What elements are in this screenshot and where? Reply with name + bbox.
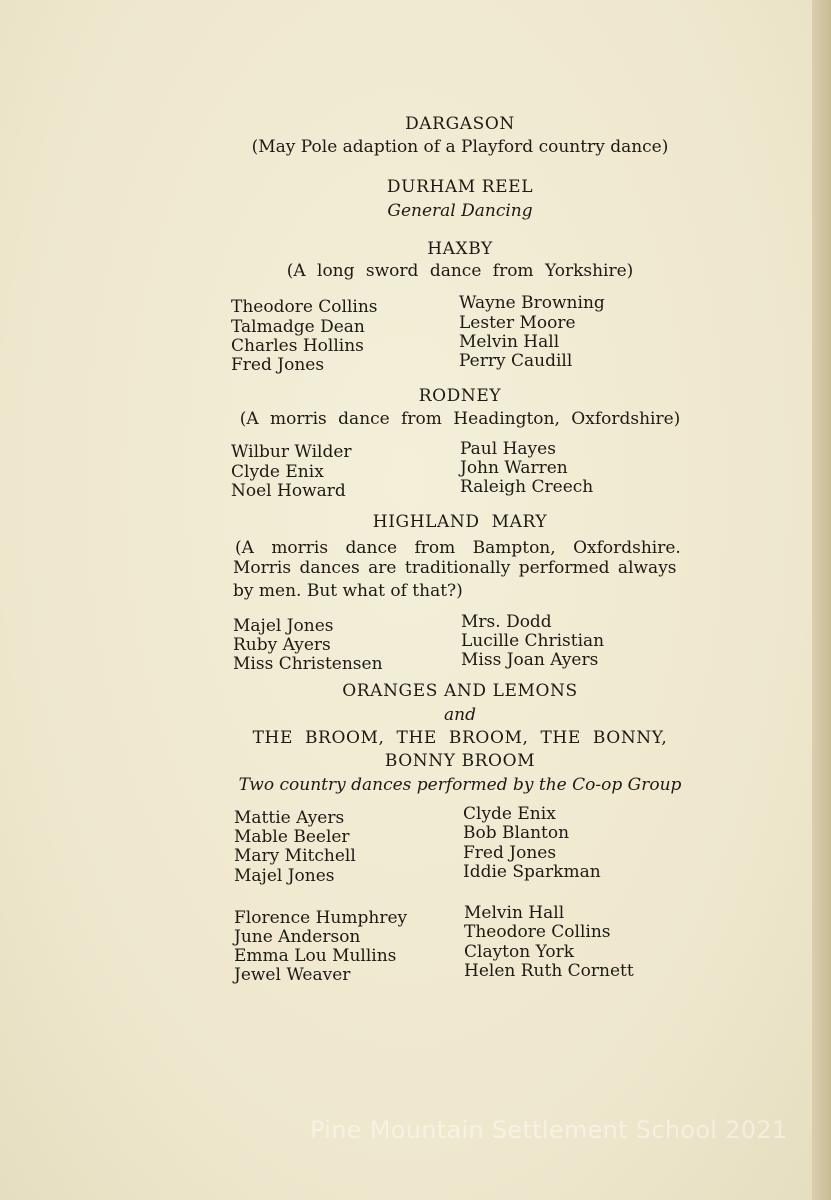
- rodney-right-1: Paul Hayes: [460, 439, 556, 459]
- highland-left-2: Ruby Ayers: [233, 635, 331, 655]
- coop-g1-right-4: Iddie Sparkman: [463, 862, 601, 882]
- watermark: Pine Mountain Settlement School 2021: [310, 1116, 788, 1144]
- coop-g1-left-2: Mable Beeler: [234, 827, 350, 847]
- coop-g1-left-4: Majel Jones: [234, 866, 335, 886]
- haxby-right-3: Melvin Hall: [459, 332, 560, 352]
- coop-g1-left-3: Mary Mitchell: [234, 846, 356, 866]
- coop-g2-left-3: Emma Lou Mullins: [234, 946, 397, 966]
- haxby-right-1: Wayne Browning: [459, 293, 605, 313]
- broom-title-1: THE BROOM, THE BROOM, THE BONNY,: [252, 728, 668, 748]
- highland-left-1: Majel Jones: [233, 616, 334, 636]
- haxby-subtitle: (A long sword dance from Yorkshire): [286, 261, 634, 281]
- coop-subtitle: Two country dances performed by the Co-op Group: [238, 775, 682, 795]
- coop-g2-right-2: Theodore Collins: [464, 922, 611, 942]
- rodney-left-1: Wilbur Wilder: [231, 442, 352, 462]
- coop-g1-right-1: Clyde Enix: [463, 804, 556, 824]
- rodney-right-2: John Warren: [460, 458, 568, 478]
- rodney-right-3: Raleigh Creech: [460, 477, 594, 497]
- haxby-right-2: Lester Moore: [459, 313, 576, 333]
- coop-g1-right-2: Bob Blanton: [463, 823, 570, 843]
- coop-g1-left-1: Mattie Ayers: [234, 808, 345, 828]
- haxby-left-4: Fred Jones: [231, 355, 325, 375]
- highland-desc-3: by men. But what of that?): [233, 581, 463, 601]
- coop-g2-left-4: Jewel Weaver: [234, 965, 351, 985]
- rodney-title: RODNEY: [418, 386, 502, 406]
- durham-subtitle: General Dancing: [387, 201, 533, 221]
- dargason-title: DARGASON: [405, 114, 515, 134]
- dargason-subtitle: (May Pole adaption of a Playford country dance): [251, 137, 669, 157]
- haxby-title: HAXBY: [427, 239, 493, 259]
- highland-right-1: Mrs. Dodd: [461, 612, 552, 632]
- haxby-left-2: Talmadge Dean: [231, 317, 365, 337]
- durham-title: DURHAM REEL: [386, 177, 534, 197]
- rodney-subtitle: (A morris dance from Headington, Oxfordshire): [239, 409, 681, 429]
- coop-g1-right-3: Fred Jones: [463, 843, 557, 863]
- highland-desc-1: (A morris dance from Bampton, Oxfordshire.: [235, 538, 681, 558]
- highland-left-3: Miss Christensen: [233, 654, 383, 674]
- oranges-title: ORANGES AND LEMONS: [342, 681, 578, 701]
- rodney-left-3: Noel Howard: [231, 481, 346, 501]
- coop-g2-right-3: Clayton York: [464, 942, 575, 962]
- haxby-left-3: Charles Hollins: [231, 336, 364, 356]
- coop-g2-right-1: Melvin Hall: [464, 903, 565, 923]
- highland-title: HIGHLAND MARY: [372, 512, 548, 532]
- coop-g2-right-4: Helen Ruth Cornett: [464, 961, 634, 981]
- highland-desc-2: Morris dances are traditionally performed always: [233, 558, 677, 578]
- haxby-left-1: Theodore Collins: [231, 297, 378, 317]
- haxby-right-4: Perry Caudill: [459, 351, 573, 371]
- highland-right-3: Miss Joan Ayers: [461, 650, 599, 670]
- rodney-left-2: Clyde Enix: [231, 462, 324, 482]
- oranges-and: and: [444, 705, 476, 725]
- broom-title-2: BONNY BROOM: [384, 751, 536, 771]
- coop-g2-left-1: Florence Humphrey: [234, 908, 408, 928]
- highland-right-2: Lucille Christian: [461, 631, 605, 651]
- coop-g2-left-2: June Anderson: [234, 927, 361, 947]
